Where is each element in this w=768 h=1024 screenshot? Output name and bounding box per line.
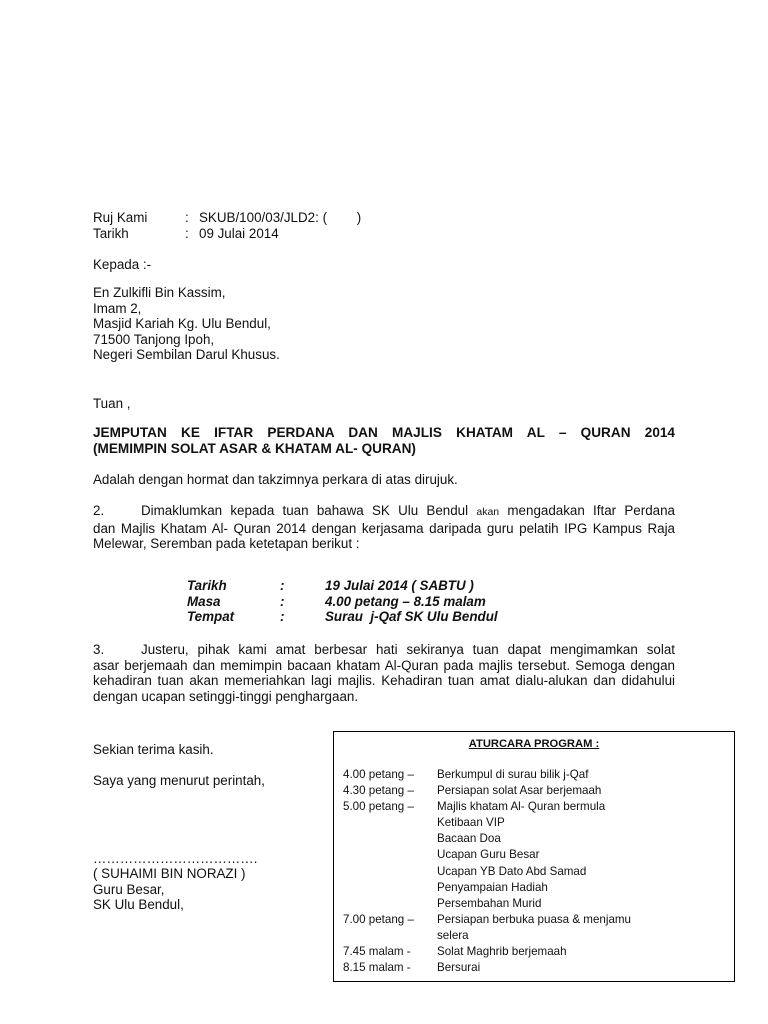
detail-value: 19 Julai 2014 ( SABTU ) (325, 578, 474, 593)
detail-row (187, 578, 498, 594)
address-line: Masjid Kariah Kg. Ulu Bendul, (93, 316, 271, 332)
program-item (343, 928, 631, 944)
program-heading: ATURCARA PROGRAM : (468, 738, 600, 750)
ref-label: Ruj Kami (93, 210, 148, 225)
date-colon: : (185, 226, 189, 241)
ref-row (93, 210, 361, 226)
detail-row (187, 594, 498, 610)
detail-value: Surau j-Qaf SK Ulu Bendul (325, 609, 498, 625)
detail-row (187, 609, 498, 625)
paragraph-3-rest: asar berjemaah dan memimpin bacaan khatam Al-Quran pada majlis tersebut. Semoga dengan kehadiran tuan akan memeriahkan lagi majlis. Kehadiran tuan amat dialu-alukan dan didahului dengan ucapan setinggi-tinggi penghargaan. (93, 657, 675, 704)
letter-subject (93, 425, 675, 456)
date-value: 09 Julai 2014 (199, 226, 279, 241)
paragraph-3 (93, 642, 675, 704)
program-item (343, 847, 631, 863)
program-item (343, 767, 631, 783)
event-details (187, 578, 498, 625)
paragraph-2-rest: dan Majlis Khatam Al- Quran 2014 dengan kerjasama daripada guru pelatih IPG Kampus Raja Melewar, Seremban pada ketetapan berikut : (93, 520, 675, 552)
program-desc: Persiapan solat Asar berjemaah (437, 784, 602, 798)
recipient-address (93, 285, 280, 363)
paragraph-3-first-text: Justeru, pihak kami amat berbesar hati sekiranya tuan dapat mengimamkan solat (141, 642, 675, 657)
paragraph-number: 2. (93, 503, 105, 518)
program-desc: Persiapan berbuka puasa & menjamu (437, 912, 631, 926)
program-desc: Berkumpul di surau bilik j-Qaf (437, 768, 589, 781)
address-line: En Zulkifli Bin Kassim, (93, 285, 226, 300)
program-desc: Majlis khatam Al- Quran bermula (437, 800, 606, 814)
program-list (343, 767, 631, 976)
program-time: 7.45 malam - (343, 945, 411, 959)
detail-colon: : (280, 609, 285, 625)
detail-colon: : (280, 593, 285, 609)
address-line: Imam 2, (93, 300, 142, 316)
program-item (343, 831, 631, 847)
signatory-name: ( SUHAIMI BIN NORAZI ) (93, 866, 246, 881)
subject-line-2: (MEMIMPIN SOLAT ASAR & KHATAM AL- QURAN) (93, 440, 416, 456)
detail-label: Tarikh (187, 578, 227, 593)
intro-paragraph: Adalah dengan hormat dan takzimnya perkara di atas dirujuk. (93, 472, 458, 487)
program-item (343, 864, 631, 880)
program-item (343, 944, 631, 960)
program-desc: Ucapan YB Dato Abd Samad (437, 864, 587, 878)
paragraph-number: 3. (93, 642, 105, 657)
program-desc: Ucapan Guru Besar (437, 848, 540, 862)
program-item (343, 783, 631, 799)
program-desc: Solat Maghrib berjemaah (437, 945, 567, 959)
paragraph-2-text-b: mengadakan Iftar Perdana (507, 503, 675, 518)
detail-value: 4.00 petang – 8.15 malam (325, 593, 486, 609)
signatory-school: SK Ulu Bendul, (93, 897, 184, 912)
program-desc: Bacaan Doa (437, 832, 501, 846)
address-line: 71500 Tanjong Ipoh, (93, 331, 215, 347)
recipient-heading: Kepada :- (93, 257, 152, 272)
signatory-title: Guru Besar, (93, 882, 165, 897)
detail-colon: : (280, 578, 285, 593)
program-time: 4.00 petang – (343, 768, 414, 781)
program-time: 5.00 petang – (343, 800, 414, 814)
program-desc: Ketibaan VIP (437, 816, 505, 830)
date-row (93, 226, 279, 242)
paragraph-2-text-a: Dimaklumkan kepada tuan bahawa SK Ulu Bendul (141, 503, 469, 518)
program-time: 7.00 petang – (343, 912, 414, 926)
ref-value: SKUB/100/03/JLD2: ( ) (199, 210, 362, 225)
detail-label: Masa (187, 593, 221, 609)
closing-perintah: Saya yang menurut perintah, (93, 773, 265, 788)
program-time: 8.15 malam - (343, 961, 411, 975)
program-desc: Bersurai (437, 961, 481, 975)
program-desc: Persembahan Murid (437, 896, 542, 910)
address-line: Negeri Sembilan Darul Khusus. (93, 347, 280, 363)
program-item (343, 880, 631, 896)
program-item (343, 799, 631, 815)
ref-colon: : (185, 210, 189, 225)
signature-line: ………………………………. (93, 851, 258, 866)
paragraph-2 (93, 503, 675, 552)
date-label: Tarikh (93, 226, 129, 241)
program-desc: selera (437, 928, 469, 942)
paragraph-2-text-small: akan (476, 506, 500, 518)
salutation: Tuan , (93, 396, 131, 411)
closing-thanks: Sekian terima kasih. (93, 742, 214, 757)
program-item (343, 960, 631, 976)
program-item (343, 912, 631, 928)
program-time: 4.30 petang – (343, 784, 414, 798)
program-desc: Penyampaian Hadiah (437, 880, 548, 894)
paragraph-2-first-line (93, 503, 675, 521)
paragraph-3-first-line (93, 642, 675, 658)
subject-line-1: JEMPUTAN KE IFTAR PERDANA DAN MAJLIS KHATAM AL – QURAN 2014 (93, 425, 675, 440)
program-box (333, 731, 735, 982)
detail-label: Tempat (187, 609, 235, 625)
program-item (343, 815, 631, 831)
program-item (343, 896, 631, 912)
